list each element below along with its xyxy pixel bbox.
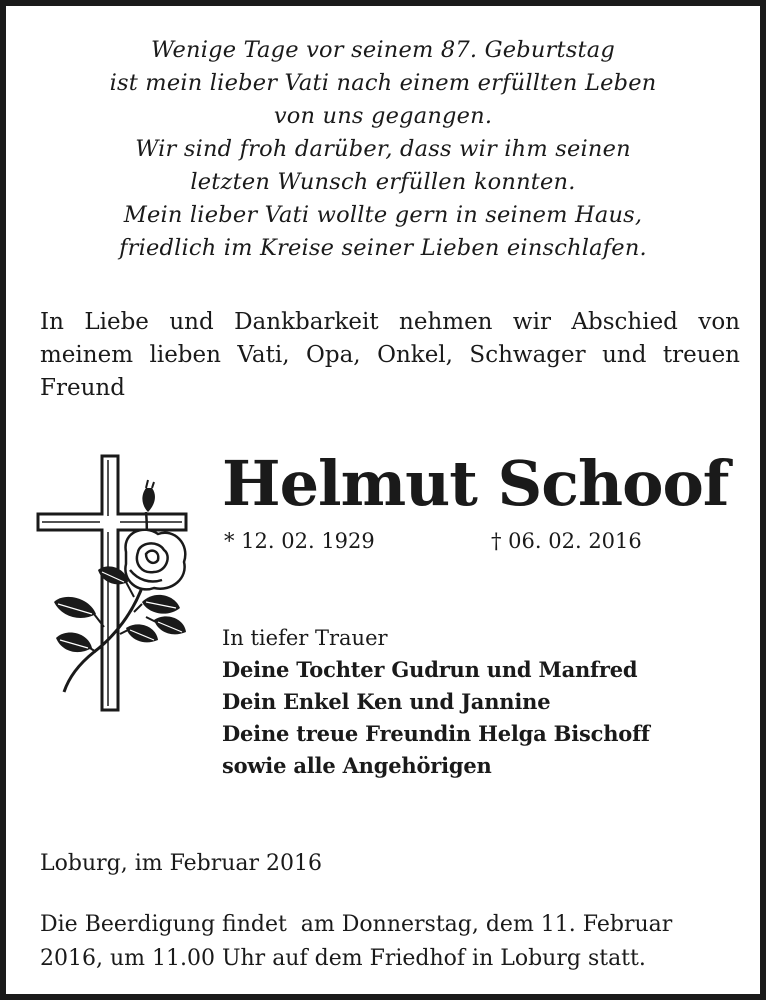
mourners-list — [222, 622, 650, 782]
poem — [6, 34, 760, 265]
birth-date: * 12. 02. 1929 — [224, 529, 375, 553]
funeral-line: 2016, um 11.00 Uhr auf dem Friedhof in Loburg statt. — [40, 946, 646, 971]
poem-line: Wir sind froh darüber, dass wir ihm seinen — [135, 136, 631, 162]
cross-with-rose-icon — [34, 452, 194, 722]
deceased-name: Helmut Schoof — [222, 447, 729, 520]
poem-line: Mein lieber Vati wollte gern in seinem Haus, — [123, 202, 643, 228]
funeral-line: Die Beerdigung findet am Donnerstag, dem 11. Februar — [40, 912, 673, 937]
mourner-line: sowie alle Angehörigen — [222, 753, 492, 778]
mourner-line: Deine treue Freundin Helga Bischoff — [222, 721, 650, 746]
poem-line: von uns gegangen. — [273, 103, 493, 129]
mourner-line: Dein Enkel Ken und Jannine — [222, 689, 551, 714]
poem-line: ist mein lieber Vati nach einem erfüllten Leben — [109, 70, 657, 96]
funeral-notice — [40, 908, 740, 976]
place-date: Loburg, im Februar 2016 — [40, 851, 323, 876]
death-date: † 06. 02. 2016 — [491, 529, 642, 553]
poem-line: Wenige Tage vor seinem 87. Geburtstag — [151, 37, 615, 63]
poem-line: letzten Wunsch erfüllen konnten. — [190, 169, 576, 195]
intro-text: In Liebe und Dankbarkeit nehmen wir Abschied von meinem lieben Vati, Opa, Onkel, Schwager und treuen Freund — [40, 309, 740, 401]
poem-line: friedlich im Kreise seiner Lieben einschlafen. — [119, 235, 647, 261]
mourning-heading: In tiefer Trauer — [222, 626, 388, 650]
mourner-line: Deine Tochter Gudrun und Manfred — [222, 657, 638, 682]
